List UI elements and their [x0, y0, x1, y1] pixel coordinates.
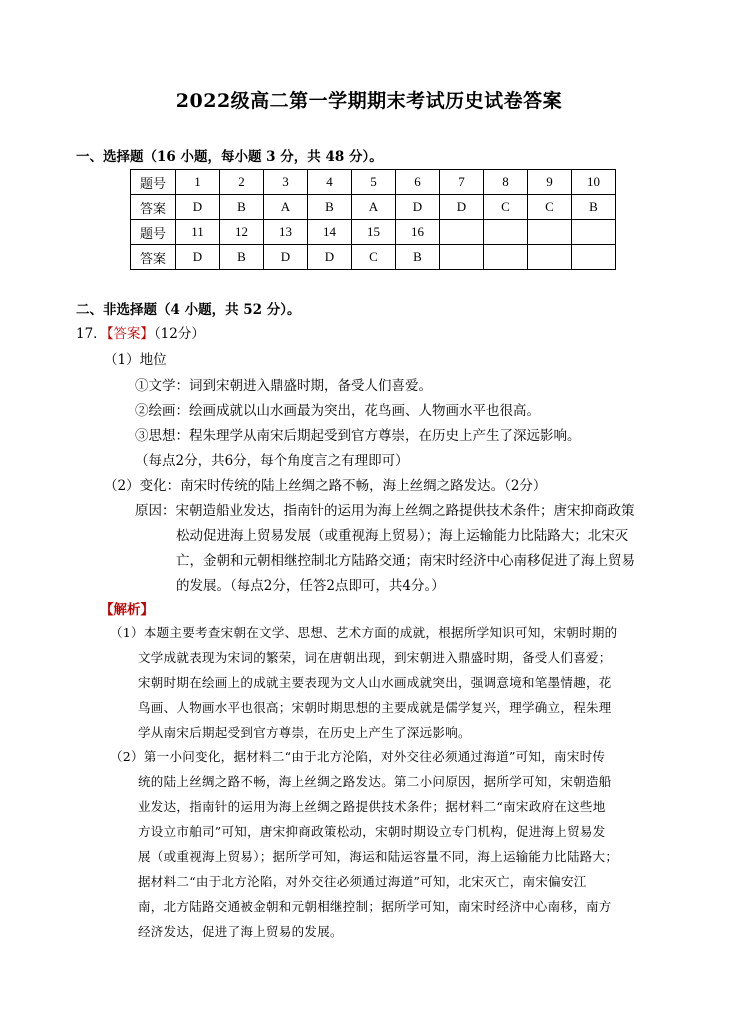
question-number: 12: [220, 220, 264, 245]
analysis-line: 据材料二“由于北方沦陷，对外交往必须通过海道”可知，北宋灭亡，南宋偏安江: [138, 874, 587, 889]
question-number: 17．: [76, 326, 107, 342]
analysis-line: （2）第一小问变化，据材料二“由于北方沦陷，对外交往必须通过海道”可知，南宋时传: [110, 749, 606, 764]
analysis-line: 学从南宋后期起受到官方尊崇，在历史上产生了深远影响。: [138, 725, 471, 740]
part-2-reason: 的发展。（每点2分，任答2点即可，共4分。）: [176, 578, 445, 594]
answer-cell: A: [264, 195, 308, 220]
table-row: [131, 245, 616, 270]
question-number: 14: [308, 220, 352, 245]
answer-cell: B: [220, 245, 264, 270]
question-number: [440, 220, 484, 245]
answer-cell: [572, 245, 616, 270]
analysis-line: 南，北方陆路交通被金朝和元朝相继控制；据所学可知，南宋时经济中心南移，南方: [138, 899, 612, 914]
answer-cell: D: [176, 245, 220, 270]
question-number: 9: [528, 170, 572, 195]
question-number: 4: [308, 170, 352, 195]
scoring-note: （每点2分，共6分，每个角度言之有理即可）: [135, 453, 409, 469]
question-number: 3: [264, 170, 308, 195]
part-2-reason: 原因：宋朝造船业发达，指南针的运用为海上丝绸之路提供技术条件；唐宋抑商政策: [135, 503, 635, 519]
analysis-part-2: [110, 744, 670, 944]
section-1-heading: 一、选择题（16 小题，每小题 3 分，共 48 分）。: [76, 149, 383, 165]
analysis-line: 展（或重视海上贸易）；据所学可知，海运和陆运容量不同，海上运输能力比陆路大；: [138, 849, 619, 864]
question-number: 8: [484, 170, 528, 195]
answer-cell: D: [396, 195, 440, 220]
question-number: [572, 220, 616, 245]
part-1-label: （1）地位: [104, 352, 167, 368]
question-number: [484, 220, 528, 245]
analysis-line: 宋朝时期在绘画上的成就主要表现为文人山水画成就突出，强调意境和笔墨情趣，花: [138, 675, 612, 690]
answer-cell: C: [484, 195, 528, 220]
answer-cell: C: [528, 195, 572, 220]
answer-cell: B: [396, 245, 440, 270]
question-number: 6: [396, 170, 440, 195]
row-label: 答案: [131, 245, 176, 270]
question-number: 16: [396, 220, 440, 245]
question-number: 13: [264, 220, 308, 245]
analysis-line: （1）本题主要考查宋朝在文学、思想、艺术方面的成就，根据所学知识可知，宋朝时期的: [110, 625, 618, 640]
question-number: 11: [176, 220, 220, 245]
answer-cell: [440, 245, 484, 270]
analysis-part-1: [110, 620, 670, 745]
answer-cell: D: [264, 245, 308, 270]
question-number: 7: [440, 170, 484, 195]
part-2-change: （2）变化：南宋时传统的陆上丝绸之路不畅，海上丝绸之路发达。（2分）: [104, 478, 547, 494]
answer-cell: B: [308, 195, 352, 220]
table-row: [131, 220, 616, 245]
answer-table: [130, 169, 616, 270]
answer-cell: D: [308, 245, 352, 270]
answer-cell: [484, 245, 528, 270]
question-number: 5: [352, 170, 396, 195]
part-2-reason: 亡，金朝和元朝相继控制北方陆路交通；南宋时经济中心南移促进了海上贸易: [176, 553, 635, 569]
answer-cell: [528, 245, 572, 270]
answer-point: ②绘画：绘画成就以山水画最为突出，花鸟画、人物画水平也很高。: [135, 403, 540, 419]
answer-point: ①文学：词到宋朝进入鼎盛时期，备受人们喜爱。: [135, 378, 432, 394]
analysis-line: 文学成就表现为宋词的繁荣，词在唐朝出现，到宋朝进入鼎盛时期，备受人们喜爱；: [138, 650, 612, 665]
analysis-line: 方设立市舶司”可知，唐宋抑商政策松动，宋朝时期设立专门机构，促进海上贸易发: [138, 824, 606, 839]
analysis-tag: 【解析】: [100, 602, 154, 618]
analysis-line: 业发达，指南针的运用为海上丝绸之路提供技术条件；据材料二“南宋政府在这些地: [138, 799, 606, 814]
row-label: 题号: [131, 170, 176, 195]
analysis-line: 鸟画、人物画水平也很高；宋朝时期思想的主要成就是儒学复兴，理学确立，程朱理: [138, 700, 612, 715]
answer-cell: A: [352, 195, 396, 220]
page-title: 2022级高二第一学期期末考试历史试卷答案: [175, 90, 563, 112]
analysis-line: 统的陆上丝绸之路不畅，海上丝绸之路发达。第二小问原因，据所学可知，宋朝造船: [138, 774, 612, 789]
analysis-line: 经济发达，促进了海上贸易的发展。: [138, 924, 343, 939]
answer-cell: D: [440, 195, 484, 220]
question-number: 10: [572, 170, 616, 195]
question-number: [528, 220, 572, 245]
answer-cell: B: [220, 195, 264, 220]
question-number: 1: [176, 170, 220, 195]
question-number: 15: [352, 220, 396, 245]
answer-tag: 【答案】: [106, 326, 154, 342]
table-row: [131, 195, 616, 220]
row-label: 题号: [131, 220, 176, 245]
question-17-header: [76, 322, 205, 342]
row-label: 答案: [131, 195, 176, 220]
answer-cell: B: [572, 195, 616, 220]
answer-point: ③思想：程朱理学从南宋后期起受到官方尊崇，在历史上产生了深远影响。: [135, 428, 581, 444]
table-row: [131, 170, 616, 195]
answer-cell: D: [176, 195, 220, 220]
answer-cell: C: [352, 245, 396, 270]
question-score: （12分）: [153, 326, 205, 342]
section-2-heading: 二、非选择题（4 小题，共 52 分）。: [76, 302, 301, 318]
part-2-reason: 松动促进海上贸易发展（或重视海上贸易）；海上运输能力比陆路大；北宋灭: [176, 528, 629, 544]
question-number: 2: [220, 170, 264, 195]
